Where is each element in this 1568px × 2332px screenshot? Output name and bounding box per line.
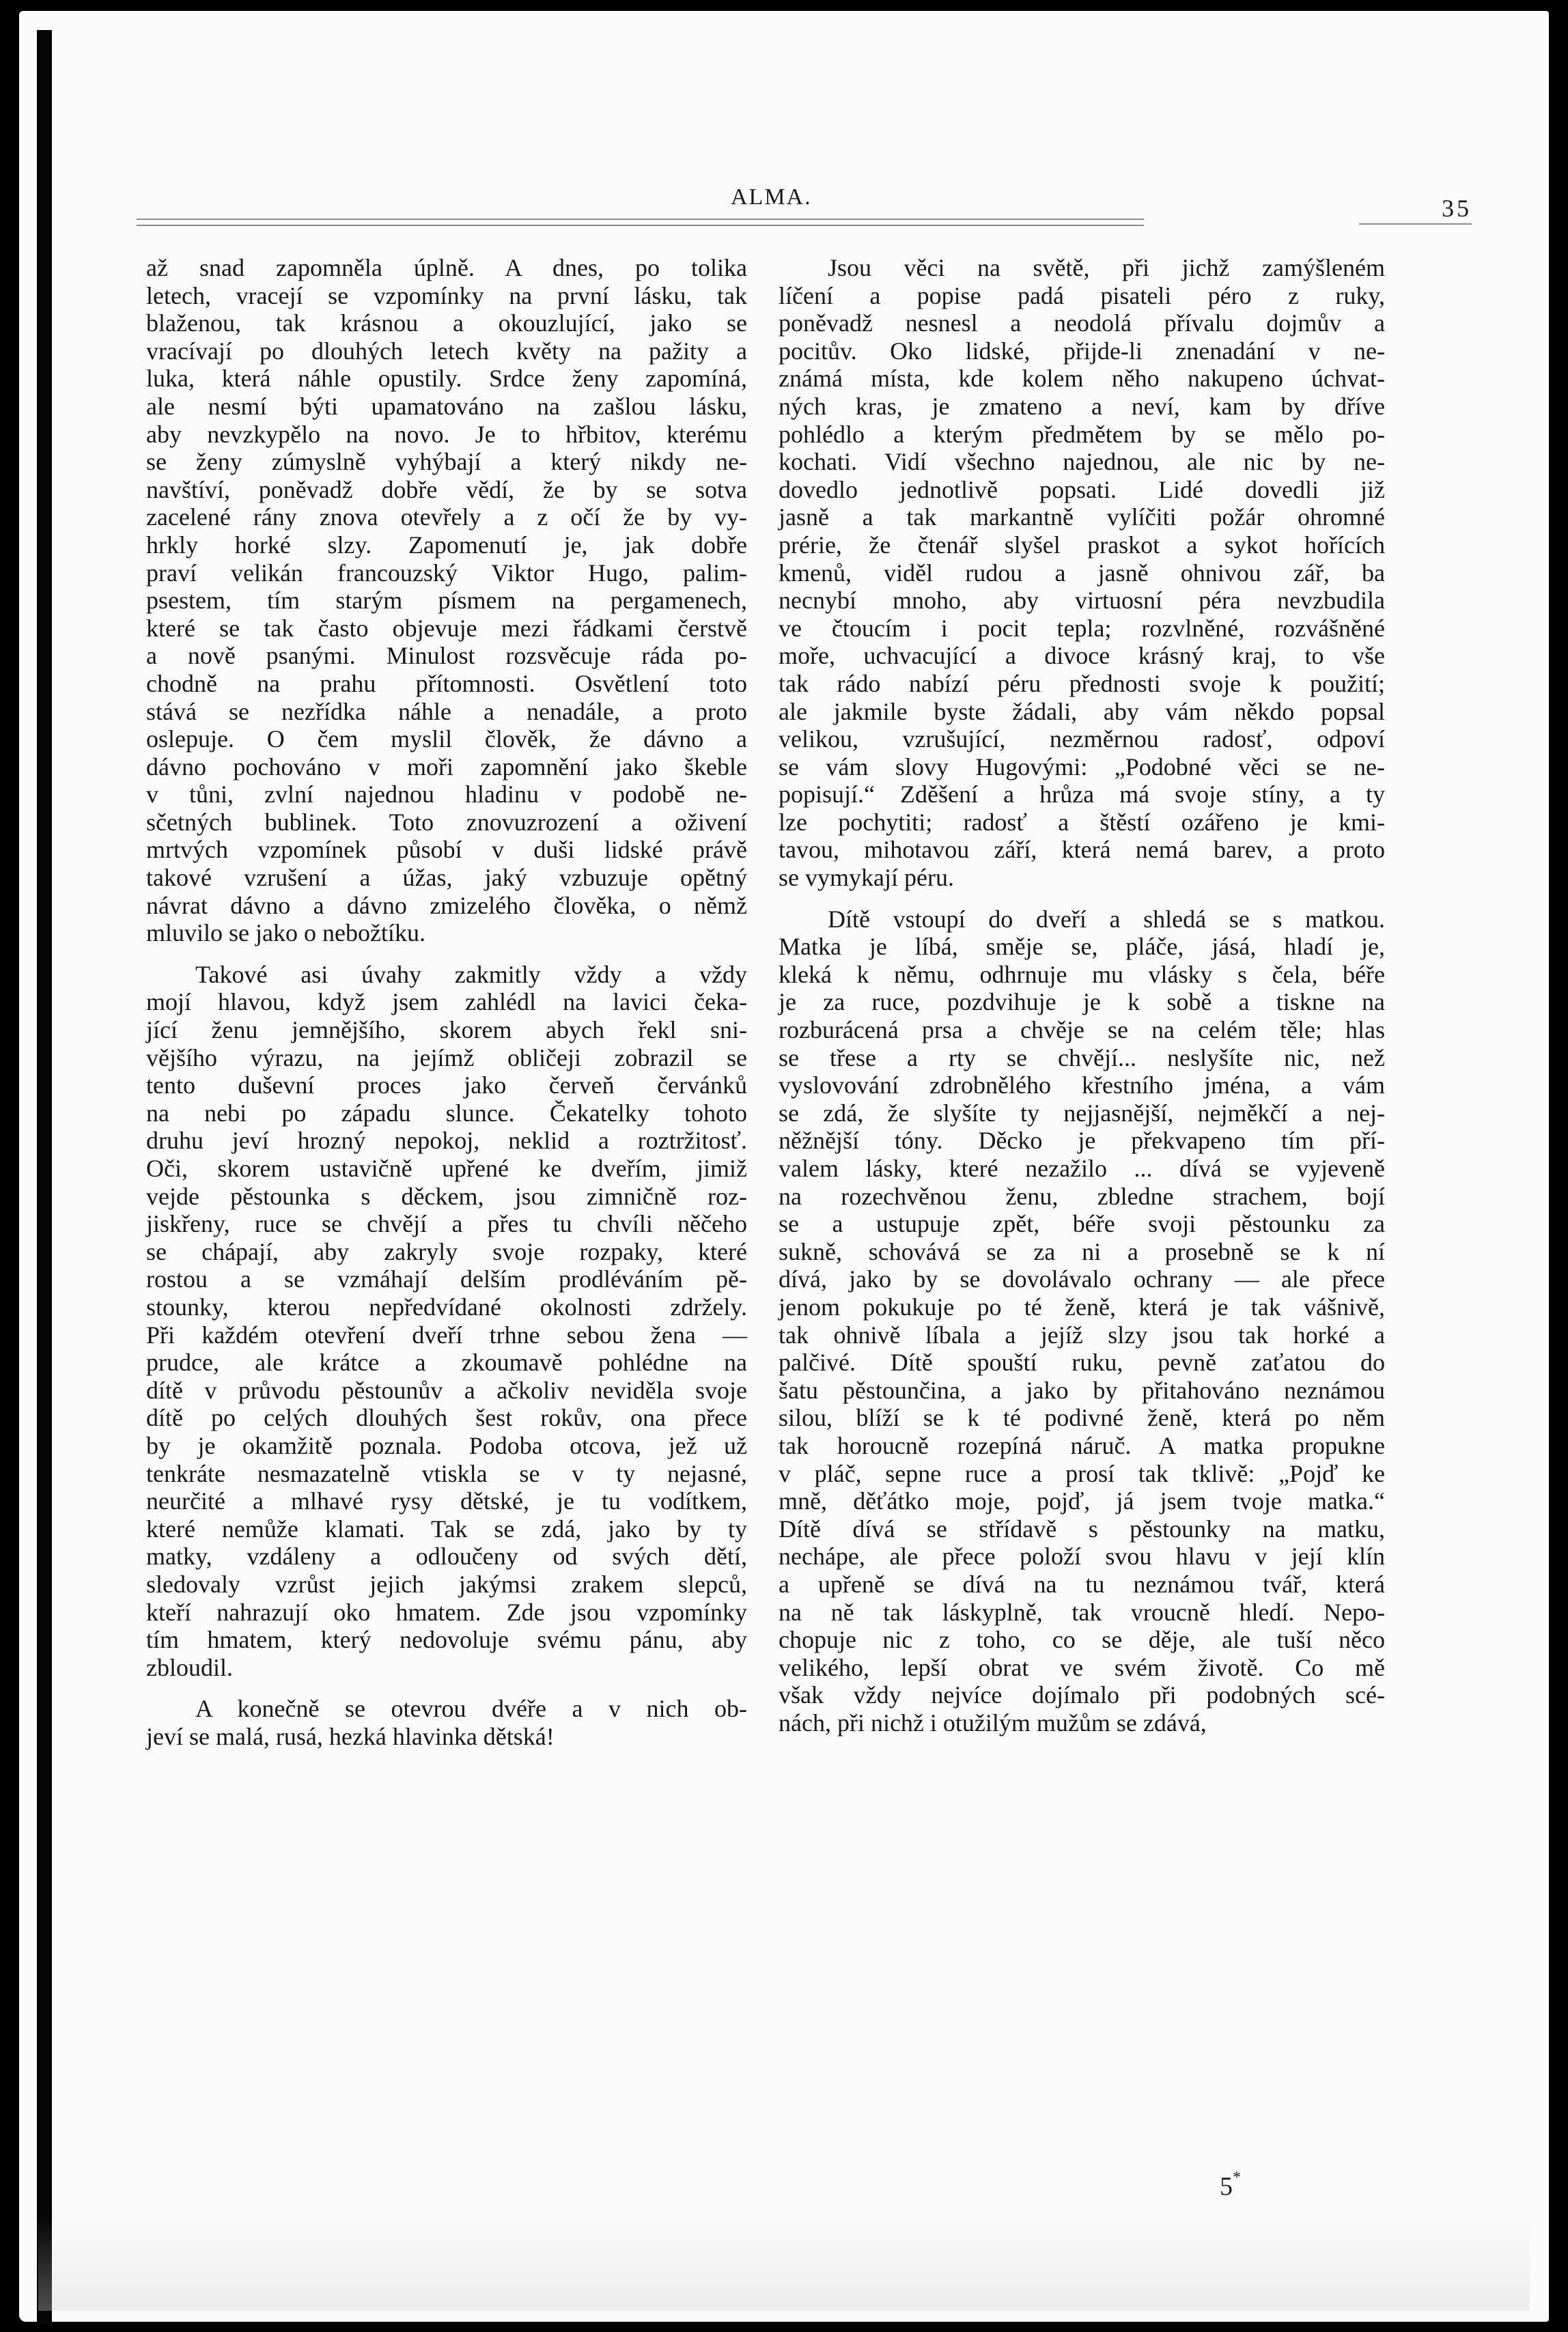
text-line: lze pochytiti; radosť a štěstí ozářeno je kmi- bbox=[779, 808, 1385, 836]
text-line: ve čtoucím i pocit tepla; rozvlněné, rozvášněné bbox=[779, 614, 1385, 642]
text-line: A konečně se otevrou dvéře a v nich ob- bbox=[195, 1695, 747, 1723]
paragraph bbox=[779, 254, 1385, 892]
text-line: mrtvých vzpomínek působí v duši lidské právě bbox=[146, 836, 747, 864]
text-line: Dítě dívá se střídavě s pěstounky na matku, bbox=[779, 1515, 1385, 1543]
text-line: a nově psanými. Minulost rozsvěcuje ráda po- bbox=[146, 642, 747, 670]
text-line: druhu jeví hrozný nepokoj, neklid a roztržitosť. bbox=[146, 1127, 747, 1155]
text-line: Takové asi úvahy zakmitly vždy a vždy bbox=[195, 960, 747, 988]
text-line: silou, blíží se k té podivné ženě, která po něm bbox=[779, 1404, 1385, 1432]
text-line: palčivé. Dítě spouští ruku, pevně zaťatou do bbox=[779, 1349, 1385, 1377]
text-line: dívá, jako by se dovolávalo ochrany — ale přece bbox=[779, 1265, 1385, 1293]
text-line: vejde pěstounka s děckem, jsou zimničně roz- bbox=[146, 1182, 747, 1210]
text-line: je za ruce, pozdvihuje je k sobě a tiskne na bbox=[779, 988, 1385, 1016]
text-line: Při každém otevření dveří trhne sebou žena — bbox=[146, 1321, 747, 1349]
text-line: moře, uchvacující a divoce krásný kraj, to vše bbox=[779, 642, 1385, 670]
text-line: prérie, že čtenář slyšel praskot a sykot hořících bbox=[779, 531, 1385, 559]
text-line: stounky, kterou nepředvídané okolnosti zdržely. bbox=[146, 1293, 747, 1321]
text-line: prudce, ale krátce a zkoumavě pohlédne na bbox=[146, 1349, 747, 1377]
paragraph bbox=[146, 254, 747, 947]
paragraph-gap bbox=[779, 892, 1385, 905]
text-line: kochati. Vidí všechno najednou, ale nic by ne- bbox=[779, 448, 1385, 476]
text-line: dávno pochováno v moři zapomnění jako škeble bbox=[146, 753, 747, 781]
text-line: hrkly horké slzy. Zapomenutí je, jak dobře bbox=[146, 531, 747, 559]
text-line: poněvadž nesnesl a neodolá přívalu dojmův a bbox=[779, 309, 1385, 337]
text-line: na rozechvěnou ženu, zbledne strachem, bojí bbox=[779, 1182, 1385, 1210]
journal-title: ALMA. bbox=[731, 184, 812, 210]
text-line: luka, která náhle opustily. Srdce ženy zapomíná, bbox=[146, 365, 747, 393]
text-line: pohlédlo a kterým předmětem by se mělo po- bbox=[779, 420, 1385, 448]
text-line: mně, děťátko moje, pojď, já jsem tvoje matka.“ bbox=[779, 1487, 1385, 1515]
text-line: vějšího výrazu, na jejímž obličeji zobrazil se bbox=[146, 1043, 747, 1071]
text-line: dovedlo jednotlivě popsati. Lidé dovedli již bbox=[779, 475, 1385, 503]
text-line: dítě v průvodu pěstounův a ačkoliv neviděla svoje bbox=[146, 1376, 747, 1404]
paragraph-gap bbox=[146, 947, 747, 961]
text-line: šatu pěstounčina, a jako by přitahováno neznámou bbox=[779, 1376, 1385, 1404]
text-line: praví velikán francouzský Viktor Hugo, palim- bbox=[146, 559, 747, 587]
text-line: v pláč, sepne ruce a prosí tak tklivě: „Pojď ke bbox=[779, 1459, 1385, 1487]
text-line: nechápe, ale přece položí svou hlavu v její klín bbox=[779, 1543, 1385, 1571]
text-line: by je okamžitě poznala. Podoba otcova, jež už bbox=[146, 1431, 747, 1459]
text-line: necnybí mnoho, aby virtuosní péra nevzbudila bbox=[779, 587, 1385, 615]
text-line: stává se nezřídka náhle a nenadále, a proto bbox=[146, 697, 747, 725]
text-line: ných kras, je zmateno a neví, kam by dříve bbox=[779, 392, 1385, 420]
text-line: se vám slovy Hugovými: „Podobné věci se ne- bbox=[779, 753, 1385, 781]
text-line: dítě po celých dlouhých šest rokův, ona přece bbox=[146, 1404, 747, 1432]
text-line: něžnější tóny. Děcko je překvapeno tím pří- bbox=[779, 1127, 1385, 1155]
printer-signature-mark bbox=[1220, 2169, 1241, 2202]
text-line: tenkráte nesmazatelně vtiskla se v ty nejasné, bbox=[146, 1459, 747, 1487]
text-line: návrat dávno a dávno zmizelého člověka, o němž bbox=[146, 891, 747, 919]
text-line: pocitův. Oko lidské, přijde-li znenadání v ne- bbox=[779, 337, 1385, 365]
text-line: se zdá, že slyšíte ty nejjasnější, nejměkčí a nej- bbox=[779, 1099, 1385, 1127]
running-head bbox=[137, 184, 1472, 232]
text-line: tak rádo nabízí péru přednosti svoje k použití; bbox=[779, 669, 1385, 697]
text-line: jasně a tak markantně vylíčiti požár ohromné bbox=[779, 503, 1385, 531]
text-line: ale nesmí býti upamatováno na zašlou lásku, bbox=[146, 392, 747, 420]
signature-star: * bbox=[1233, 2169, 1241, 2187]
text-line: popisují.“ Zděšení a hrůza má svoje stíny, a ty bbox=[779, 781, 1385, 809]
text-column-right bbox=[779, 254, 1385, 1737]
page-number: 35 bbox=[1442, 195, 1472, 222]
text-line: sukně, schovává se za ni a prosebně se k ní bbox=[779, 1237, 1385, 1265]
text-line: letech, vracejí se vzpomínky na první lásku, tak bbox=[146, 281, 747, 309]
header-rule-under-page-number bbox=[1359, 223, 1472, 225]
text-line: a upřeně se dívá na tu neznámou tvář, která bbox=[779, 1570, 1385, 1598]
text-line: až snad zapomněla úplně. A dnes, po tolika bbox=[146, 254, 747, 281]
text-line: valem lásky, které nezažilo ... dívá se vyjeveně bbox=[779, 1155, 1385, 1182]
signature-number: 5 bbox=[1220, 2172, 1233, 2201]
text-line: zacelené rány znova otevřely a z očí že by vy- bbox=[146, 503, 747, 531]
header-double-rule bbox=[137, 219, 1144, 226]
text-line: oslepuje. O čem myslil člověk, že dávno a bbox=[146, 725, 747, 753]
text-line: se a ustupuje zpět, béře svoji pěstounku za bbox=[779, 1210, 1385, 1238]
text-line: kmenů, viděl rudou a jasně ohnivou zář, ba bbox=[779, 559, 1385, 587]
text-line: v tůni, zvlní najednou hladinu v podobě ne- bbox=[146, 781, 747, 809]
paragraph bbox=[146, 961, 747, 1681]
text-line: blaženou, tak krásnou a okouzlující, jako se bbox=[146, 309, 747, 337]
text-line: rozburácená prsa a chvěje se na celém těle; hlas bbox=[779, 1016, 1385, 1044]
text-line: známá místa, kde kolem něho nakupeno úchvat- bbox=[779, 365, 1385, 393]
text-line: se třese a rty se chvějí... neslyšíte nic, než bbox=[779, 1043, 1385, 1071]
text-line: vracívají po dlouhých letech květy na pažity a bbox=[146, 337, 747, 365]
text-line: ale jakmile byste žádali, aby vám někdo popsal bbox=[779, 697, 1385, 725]
text-line: chopuje nic z toho, co se děje, ale tuší něco bbox=[779, 1626, 1385, 1654]
text-line: takové vzrušení a úžas, jaký vzbuzuje opětný bbox=[146, 864, 747, 892]
text-line: které se tak často objevuje mezi řádkami čerstvě bbox=[146, 614, 747, 642]
text-line: které nemůže klamati. Tak se zdá, jako by ty bbox=[146, 1515, 747, 1543]
text-line: mluvilo se jako o nebožtíku. bbox=[146, 919, 425, 947]
text-line: aby nevzkypělo na novo. Je to hřbitov, kterému bbox=[146, 420, 747, 448]
text-line: na ně tak láskyplně, tak vroucně hledí. Nepo- bbox=[779, 1598, 1385, 1626]
text-line: se ženy zúmyslně vyhýbají a který nikdy ne- bbox=[146, 448, 747, 476]
text-line: navštíví, poněvadž dobře vědí, že by se sotva bbox=[146, 475, 747, 503]
text-line: tento duševní proces jako červeň červánků bbox=[146, 1071, 747, 1099]
text-line: Matka je líbá, směje se, pláče, jásá, hladí je, bbox=[779, 933, 1385, 961]
scan-border-bar bbox=[37, 30, 52, 2324]
text-line: kleká k němu, odhrnuje mu vlásky s čela, béře bbox=[779, 960, 1385, 988]
text-line: zbloudil. bbox=[146, 1653, 233, 1681]
text-line: neurčité a mlhavé rysy dětské, je tu vodítkem, bbox=[146, 1487, 747, 1515]
text-line: tak ohnivě líbala a jejíž slzy jsou tak horké a bbox=[779, 1321, 1385, 1349]
text-line: kteří nahrazují oko hmatem. Zde jsou vzpomínky bbox=[146, 1598, 747, 1626]
text-line: se vymykají péru. bbox=[779, 864, 954, 892]
text-line: mojí hlavou, když jsem zahlédl na lavici čeka- bbox=[146, 988, 747, 1016]
text-line: Oči, skorem ustavičně upřené ke dveřím, jimiž bbox=[146, 1155, 747, 1182]
text-line: chodně na prahu přítomnosti. Osvětlení toto bbox=[146, 669, 747, 697]
text-line: psestem, tím starým písmem na pergamenech, bbox=[146, 587, 747, 615]
text-line: Jsou věci na světě, při jichž zamýšleném bbox=[828, 254, 1385, 281]
text-line: jiskřeny, ruce se chvějí a přes tu chvíli něčeho bbox=[146, 1210, 747, 1238]
text-line: líčení a popise padá pisateli péro z ruky, bbox=[779, 281, 1385, 309]
text-line: jeví se malá, rusá, hezká hlavinka dětská! bbox=[146, 1722, 555, 1750]
scan-shading bbox=[38, 2215, 1530, 2311]
text-line: velikého, lepší obrat ve svém životě. Co mě bbox=[779, 1653, 1385, 1681]
text-line: tím hmatem, který nedovoluje svému pánu, aby bbox=[146, 1626, 747, 1654]
text-line: sledovaly vzrůst jejich jakýmsi zrakem slepců, bbox=[146, 1570, 747, 1598]
text-line: Dítě vstoupí do dveří a shledá se s matkou. bbox=[828, 905, 1385, 933]
text-line: na nebi po západu slunce. Čekatelky tohoto bbox=[146, 1099, 747, 1127]
text-line: jící ženu jemnějšího, skorem abych řekl sni- bbox=[146, 1016, 747, 1044]
text-line: matky, vzdáleny a odloučeny od svých dětí, bbox=[146, 1543, 747, 1571]
text-line: však vždy nejvíce dojímalo při podobných scé- bbox=[779, 1681, 1385, 1709]
paragraph bbox=[779, 905, 1385, 1737]
text-line: nách, při nichž i otužilým mužům se zdává, bbox=[779, 1709, 1207, 1737]
paragraph bbox=[146, 1695, 747, 1750]
text-line: velikou, vzrušující, nezměrnou radosť, odpoví bbox=[779, 725, 1385, 753]
text-line: rostou a se vzmáhají delším prodléváním pě- bbox=[146, 1265, 747, 1293]
text-line: jenom pokukuje po té ženě, která je tak vášnivě, bbox=[779, 1293, 1385, 1321]
text-line: se chápají, aby zakryly svoje rozpaky, které bbox=[146, 1237, 747, 1265]
text-line: tavou, mihotavou září, která nemá barev, a proto bbox=[779, 836, 1385, 864]
paragraph-gap bbox=[146, 1681, 747, 1695]
text-line: sčetných bublinek. Toto znovuzrození a oživení bbox=[146, 808, 747, 836]
text-line: vyslovování zdrobnělého křestního jména, a vám bbox=[779, 1071, 1385, 1099]
scanned-page bbox=[19, 11, 1549, 2322]
text-line: tak horoucně rozepíná náruč. A matka propukne bbox=[779, 1431, 1385, 1459]
text-column-left bbox=[146, 254, 747, 1750]
